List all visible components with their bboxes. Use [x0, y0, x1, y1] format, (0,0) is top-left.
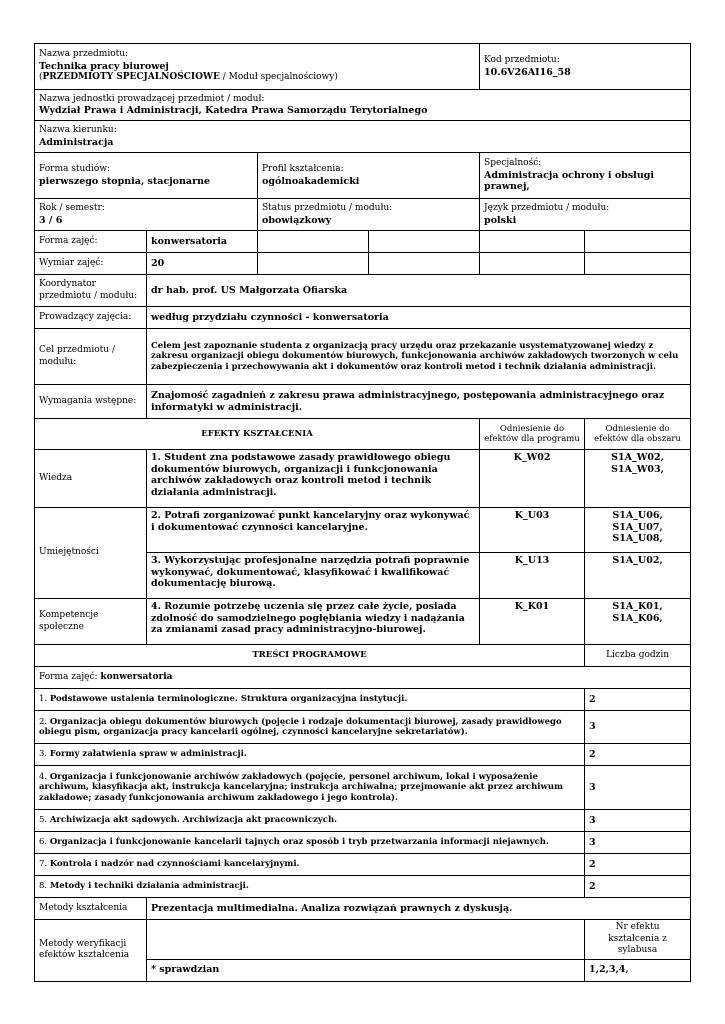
topic-hours: 2	[585, 744, 691, 766]
subject-name-cell	[35, 44, 480, 90]
content-form-row	[35, 667, 691, 689]
subject-name-label: Nazwa przedmiotu:	[39, 49, 129, 60]
topic-row	[35, 766, 691, 810]
outcomes-header-row	[35, 419, 691, 450]
subject-row	[35, 44, 691, 90]
empty-cell	[147, 920, 585, 960]
topic-hours: 2	[585, 689, 691, 711]
year-label: Rok / semestr:	[39, 203, 105, 213]
unit-row	[35, 90, 691, 121]
goal-label: Cel przedmiotu / modułu:	[35, 329, 147, 385]
verification-label: Metody weryfikacji efektów kształcenia	[35, 920, 147, 982]
topic-row	[35, 832, 691, 854]
profile: ogólnoakademicki	[262, 175, 360, 187]
outcome-text: 3. Wykorzystując profesjonalne narzędzia potrafi poprawnie wykonywać, dokumentować, klasyfikować i kwalifikować dokumentację biurową.	[147, 553, 480, 599]
topic-row	[35, 711, 691, 744]
subject-code-label: Kod przedmiotu:	[484, 55, 560, 65]
outcome-row	[35, 508, 691, 553]
language-label: Język przedmiotu / modułu:	[484, 203, 610, 213]
status-cell	[258, 199, 480, 231]
empty-cell	[369, 231, 480, 253]
unit-name: Wydział Prawa i Administracji, Katedra Prawa Samorządu Terytorialnego	[39, 105, 428, 116]
outcome-category: Kompetencje społeczne	[35, 599, 147, 645]
verification-ref: 1,2,3,4,	[585, 959, 691, 981]
subject-code: 10.6V26AI16_58	[484, 66, 571, 78]
topic-row	[35, 876, 691, 898]
unit-label: Nazwa jednostki prowadzącej przedmiot / moduł:	[39, 93, 265, 104]
status: obowiązkowy	[262, 214, 332, 226]
syllabus-ref-header: Nr efektu kształcenia z sylabusa	[585, 920, 691, 960]
outcome-program: K_K01	[480, 599, 585, 645]
year-cell	[35, 199, 258, 231]
topic-text: 1. Podstawowe ustalenia terminologiczne. Struktura organizacyjna instytucji.	[35, 689, 585, 711]
outcome-text: 1. Student zna podstawowe zasady prawidłowego obiegu dokumentów biurowych, organizacji i funkcjonowania archiwów zakładowych oraz kontroli metod i technik działania administracji.	[147, 450, 480, 508]
content-form: Forma zajęć: konwersatoria	[35, 667, 691, 689]
subject-name: Technika pracy biurowej	[39, 60, 169, 72]
outcome-text: 4. Rozumie potrzebę uczenia się przez całe życie, posiada zdolność do samodzielnego pogłębiania wiedzy i nadążania za zmianami zasad pracy administracyjno-biurowej.	[147, 599, 480, 645]
teaching-methods-label: Metody kształcenia	[35, 898, 147, 920]
goal-row	[35, 329, 691, 385]
year-row	[35, 199, 691, 231]
topic-hours: 2	[585, 876, 691, 898]
topic-text: 5. Archiwizacja akt sądowych. Archiwizacja akt pracowniczych.	[35, 810, 585, 832]
instructor-row	[35, 307, 691, 329]
teaching-methods-row	[35, 898, 691, 920]
empty-cell	[369, 253, 480, 275]
topic-text: 6. Organizacja i funkcjonowanie kancelarii tajnych oraz sposób i tryb przetwarzania informacji niejawnych.	[35, 832, 585, 854]
subject-group: (PRZEDMIOTY SPECJALNOŚCIOWE / Moduł specjalnościowy)	[39, 72, 338, 83]
year: 3 / 6	[39, 214, 63, 226]
syllabus-document	[34, 43, 690, 982]
teaching-methods: Prezentacja multimedialna. Analiza rozwiązań prawnych z dyskusją.	[147, 898, 691, 920]
outcome-row	[35, 599, 691, 645]
hours: 20	[147, 253, 258, 275]
outcome-area: S1A_K01, S1A_K06,	[585, 599, 691, 645]
outcome-area: S1A_W02, S1A_W03,	[585, 450, 691, 508]
syllabus-table	[34, 43, 691, 982]
topic-hours: 2	[585, 854, 691, 876]
topic-row	[35, 854, 691, 876]
topic-hours: 3	[585, 810, 691, 832]
class-form-label: Forma zajęć:	[35, 231, 147, 253]
instructor: według przydziału czynności - konwersatoria	[147, 307, 691, 329]
outcome-area: S1A_U06, S1A_U07, S1A_U08,	[585, 508, 691, 553]
content-title: TREŚCI PROGRAMOWE	[35, 645, 585, 667]
goal: Celem jest zapoznanie studenta z organizacją pracy urzędu oraz przekazanie usystematyzowanej wiedzy z zakresu organizacji obiegu dokumentów biurowych, funkcjonowania archiwów zakładowych tworzonych w celu zabezpieczenia i przechowywania akt i dokumentów oraz kontroli metod i technik działania administracji.	[147, 329, 691, 385]
outcomes-col-area: Odniesienie do efektów dla obszaru	[585, 419, 691, 450]
topic-text: 3. Formy załatwienia spraw w administracji.	[35, 744, 585, 766]
study-row	[35, 153, 691, 199]
unit-cell	[35, 90, 691, 121]
outcome-program: K_U13	[480, 553, 585, 599]
status-label: Status przedmiotu / modułu:	[262, 203, 393, 213]
empty-cell	[258, 231, 369, 253]
verification-method: * sprawdzian	[147, 959, 585, 981]
topic-row	[35, 744, 691, 766]
outcomes-col-program: Odniesienie do efektów dla programu	[480, 419, 585, 450]
outcome-program: K_U03	[480, 508, 585, 553]
topic-hours: 3	[585, 766, 691, 810]
outcome-category: Wiedza	[35, 450, 147, 508]
field-label: Nazwa kierunku:	[39, 125, 117, 135]
instructor-label: Prowadzący zajęcia:	[35, 307, 147, 329]
study-form-label: Forma studiów:	[39, 164, 111, 174]
topic-hours: 3	[585, 711, 691, 744]
topic-row	[35, 689, 691, 711]
specialty-label: Specjalność:	[484, 158, 542, 169]
requirements-label: Wymagania wstępne:	[35, 385, 147, 419]
outcome-row	[35, 450, 691, 508]
topic-text: 7. Kontrola i nadzór nad czynnościami kancelaryjnymi.	[35, 854, 585, 876]
outcome-area: S1A_U02,	[585, 553, 691, 599]
topic-text: 2. Organizacja obiegu dokumentów biurowych (pojęcie i rodzaje dokumentacji biurowej, zasady prawidłowego obiegu pism, organizacja pracy kancelarii ogólnej, czynności kancelaryjne sekretariatów).	[35, 711, 585, 744]
empty-cell	[480, 231, 585, 253]
empty-cell	[585, 253, 691, 275]
empty-cell	[480, 253, 585, 275]
study-form: pierwszego stopnia, stacjonarne	[39, 175, 211, 187]
field-name: Administracja	[39, 136, 114, 148]
topic-hours: 3	[585, 832, 691, 854]
outcome-category: Umiejętności	[35, 508, 147, 599]
topic-text: 8. Metody i techniki działania administracji.	[35, 876, 585, 898]
class-form-row	[35, 231, 691, 253]
language-cell	[480, 199, 691, 231]
language: polski	[484, 214, 517, 226]
profile-cell	[258, 153, 480, 199]
field-cell	[35, 121, 691, 153]
content-hours-header: Liczba godzin	[585, 645, 691, 667]
empty-cell	[258, 253, 369, 275]
outcome-program: K_W02	[480, 450, 585, 508]
requirements-row	[35, 385, 691, 419]
coordinator-row	[35, 275, 691, 307]
outcome-text: 2. Potrafi zorganizować punkt kancelaryjny oraz wykonywać i dokumentować czynności kancelaryjne.	[147, 508, 480, 553]
verification-header-row	[35, 920, 691, 960]
subject-code-cell	[480, 44, 691, 90]
study-form-cell	[35, 153, 258, 199]
topic-row	[35, 810, 691, 832]
empty-cell	[585, 231, 691, 253]
class-form: konwersatoria	[147, 231, 258, 253]
hours-label: Wymiar zajęć:	[35, 253, 147, 275]
requirements: Znajomość zagadnień z zakresu prawa administracyjnego, postępowania administracyjnego oraz informatyki w administracji.	[147, 385, 691, 419]
content-header-row	[35, 645, 691, 667]
specialty: Administracja ochrony i obsługi prawnej,	[484, 169, 654, 193]
specialty-cell	[480, 153, 691, 199]
topic-text: 4. Organizacja i funkcjonowanie archiwów zakładowych (pojęcie, personel archiwum, lokal i wyposażenie archiwum, klasyfikacja akt, instrukcja kancelaryjna; instrukcja archiwalna; przejmowanie akt przez archiwum zakładowe; zasady funkcjonowania archiwum zakładowego i jego kontrola).	[35, 766, 585, 810]
field-row	[35, 121, 691, 153]
outcomes-title: EFEKTY KSZTAŁCENIA	[35, 419, 480, 450]
coordinator-label: Koordynator przedmiotu / modułu:	[35, 275, 147, 307]
profile-label: Profil kształcenia:	[262, 164, 344, 174]
coordinator: dr hab. prof. US Małgorzata Ofiarska	[147, 275, 691, 307]
hours-row	[35, 253, 691, 275]
